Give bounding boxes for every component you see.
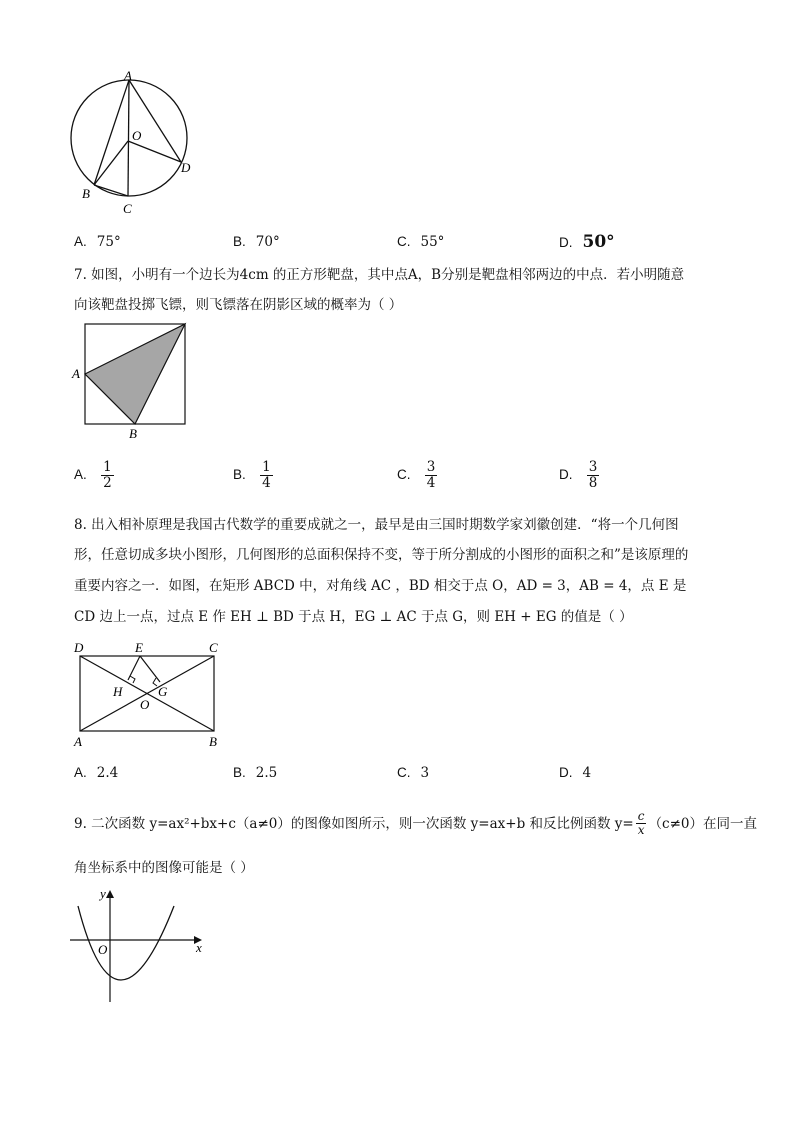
q8-label-H: H xyxy=(113,684,123,699)
q6-line-AB xyxy=(94,80,129,185)
q8-option-d-value: 4 xyxy=(582,765,592,781)
q6-option-b xyxy=(233,234,280,250)
q8-rectangle-figure xyxy=(66,638,236,753)
q6-label-O: O xyxy=(132,128,142,143)
q8-line-EG xyxy=(140,656,160,682)
q9-text-line1-a: 9. 二次函数 y=ax²+bx+c（a≠0）的图像如图所示，则一次函数 y=ax+b 和反比例函数 y= xyxy=(74,815,634,832)
q8-text-line3: 重要内容之一．如图，在矩形 ABCD 中，对角线 AC ，BD 相交于点 O，AD = 3，AB = 4，点 E 是 xyxy=(74,578,687,594)
q6-option-c xyxy=(397,234,444,250)
q9-label-O: O xyxy=(98,942,108,957)
q7-option-a-den: 2 xyxy=(103,474,112,491)
q7-option-c xyxy=(397,460,437,491)
q6-label-D: D xyxy=(181,160,191,175)
q9-y-arrow xyxy=(106,890,114,898)
q9-frac-den: x xyxy=(637,823,645,838)
q8-text-line4: CD 边上一点，过点 E 作 EH ⊥ BD 于点 H，EG ⊥ AC 于点 G，则 EH + EG 的值是（ ） xyxy=(74,609,633,625)
q8-option-d-label: D. xyxy=(559,765,573,780)
q8-option-a-label: A. xyxy=(74,765,87,780)
q6-option-c-label: C. xyxy=(397,234,411,249)
q7-option-d-den: 8 xyxy=(588,474,598,491)
q8-label-G: G xyxy=(158,684,168,699)
q9-label-y: y xyxy=(100,886,106,901)
q7-option-b-den: 4 xyxy=(262,474,271,491)
q8-right-angle-G xyxy=(153,678,157,686)
q6-option-a xyxy=(74,234,121,250)
q8-option-c xyxy=(397,765,429,781)
q6-line-BC xyxy=(94,185,128,196)
q8-text-line1: 8. 出入相补原理是我国古代数学的重要成就之一，最早是由三国时期数学家刘徽创建．“将一个几何图 xyxy=(74,517,679,533)
q7-text-line2: 向该靶盘投掷飞镖，则飞镖落在阴影区域的概率为（ ） xyxy=(74,297,403,313)
q9-parabola-figure xyxy=(66,884,216,1009)
q8-option-c-label: C. xyxy=(397,765,411,780)
q7-option-d-num: 3 xyxy=(588,459,598,475)
q7-option-a-label: A. xyxy=(74,466,87,482)
q6-option-d-label: D. xyxy=(559,235,573,250)
q7-text-line1: 7. 如图，小明有一个边长为4cm 的正方形靶盘，其中点A，B分别是靶盘相邻两边的中点．若小明随意 xyxy=(74,267,685,283)
q7-option-a-num: 1 xyxy=(103,459,112,475)
q6-label-A: A xyxy=(124,68,132,83)
q6-line-OB xyxy=(94,141,128,185)
q7-label-B: B xyxy=(129,426,137,441)
q7-label-A: A xyxy=(72,366,80,381)
q7-shaded-triangle xyxy=(85,324,185,424)
q8-label-O: O xyxy=(140,697,150,712)
q6-option-b-value: 70° xyxy=(255,234,280,250)
q6-line-AD xyxy=(129,80,181,162)
q6-label-C: C xyxy=(123,201,132,216)
q7-square-figure xyxy=(68,320,198,445)
q8-label-C: C xyxy=(209,640,218,655)
q8-option-c-value: 3 xyxy=(420,765,430,781)
q6-option-c-value: 55° xyxy=(420,234,445,250)
q8-option-a-value: 2.4 xyxy=(96,765,119,781)
q6-option-a-value: 75° xyxy=(96,234,121,250)
q6-line-AC xyxy=(128,80,129,196)
q8-option-b-value: 2.5 xyxy=(255,765,278,781)
q7-option-b-num: 1 xyxy=(262,459,271,475)
q8-label-D: D xyxy=(74,640,84,655)
q6-option-d xyxy=(559,232,615,252)
q8-option-a xyxy=(74,765,118,781)
q7-option-d-label: D. xyxy=(559,466,573,482)
q9-text-line1 xyxy=(74,810,757,837)
q8-option-d xyxy=(559,765,591,781)
q8-option-b xyxy=(233,765,277,781)
q7-option-c-num: 3 xyxy=(426,459,436,475)
q9-label-x: x xyxy=(196,940,202,955)
q9-text-line2: 角坐标系中的图像可能是（ ） xyxy=(74,860,254,876)
q6-option-b-label: B. xyxy=(233,234,246,249)
q9-frac-num: c xyxy=(637,809,645,823)
q6-line-OD xyxy=(128,141,181,162)
q8-label-A: A xyxy=(74,734,82,749)
q7-option-b-label: B. xyxy=(233,466,246,482)
q8-option-b-label: B. xyxy=(233,765,246,780)
q8-text-line2: 形，任意切成多块小图形，几何图形的总面积保持不变，等于所分割成的小图形的面积之和”是该原理的 xyxy=(74,547,689,563)
q8-label-B: B xyxy=(209,734,217,749)
q8-right-angle-H xyxy=(130,676,135,683)
q6-circle-figure xyxy=(60,68,200,218)
q7-option-c-label: C. xyxy=(397,466,411,482)
q6-option-d-value: 50° xyxy=(582,232,615,252)
q8-label-E: E xyxy=(135,640,143,655)
q7-option-b xyxy=(233,460,273,491)
q7-option-d xyxy=(559,460,599,491)
q7-option-c-den: 4 xyxy=(426,474,436,491)
q9-text-line1-b: （c≠0）在同一直 xyxy=(648,815,757,832)
q9-parabola xyxy=(78,906,174,980)
q6-label-B: B xyxy=(82,186,90,201)
q7-option-a xyxy=(74,460,114,491)
q6-option-a-label: A. xyxy=(74,234,87,249)
